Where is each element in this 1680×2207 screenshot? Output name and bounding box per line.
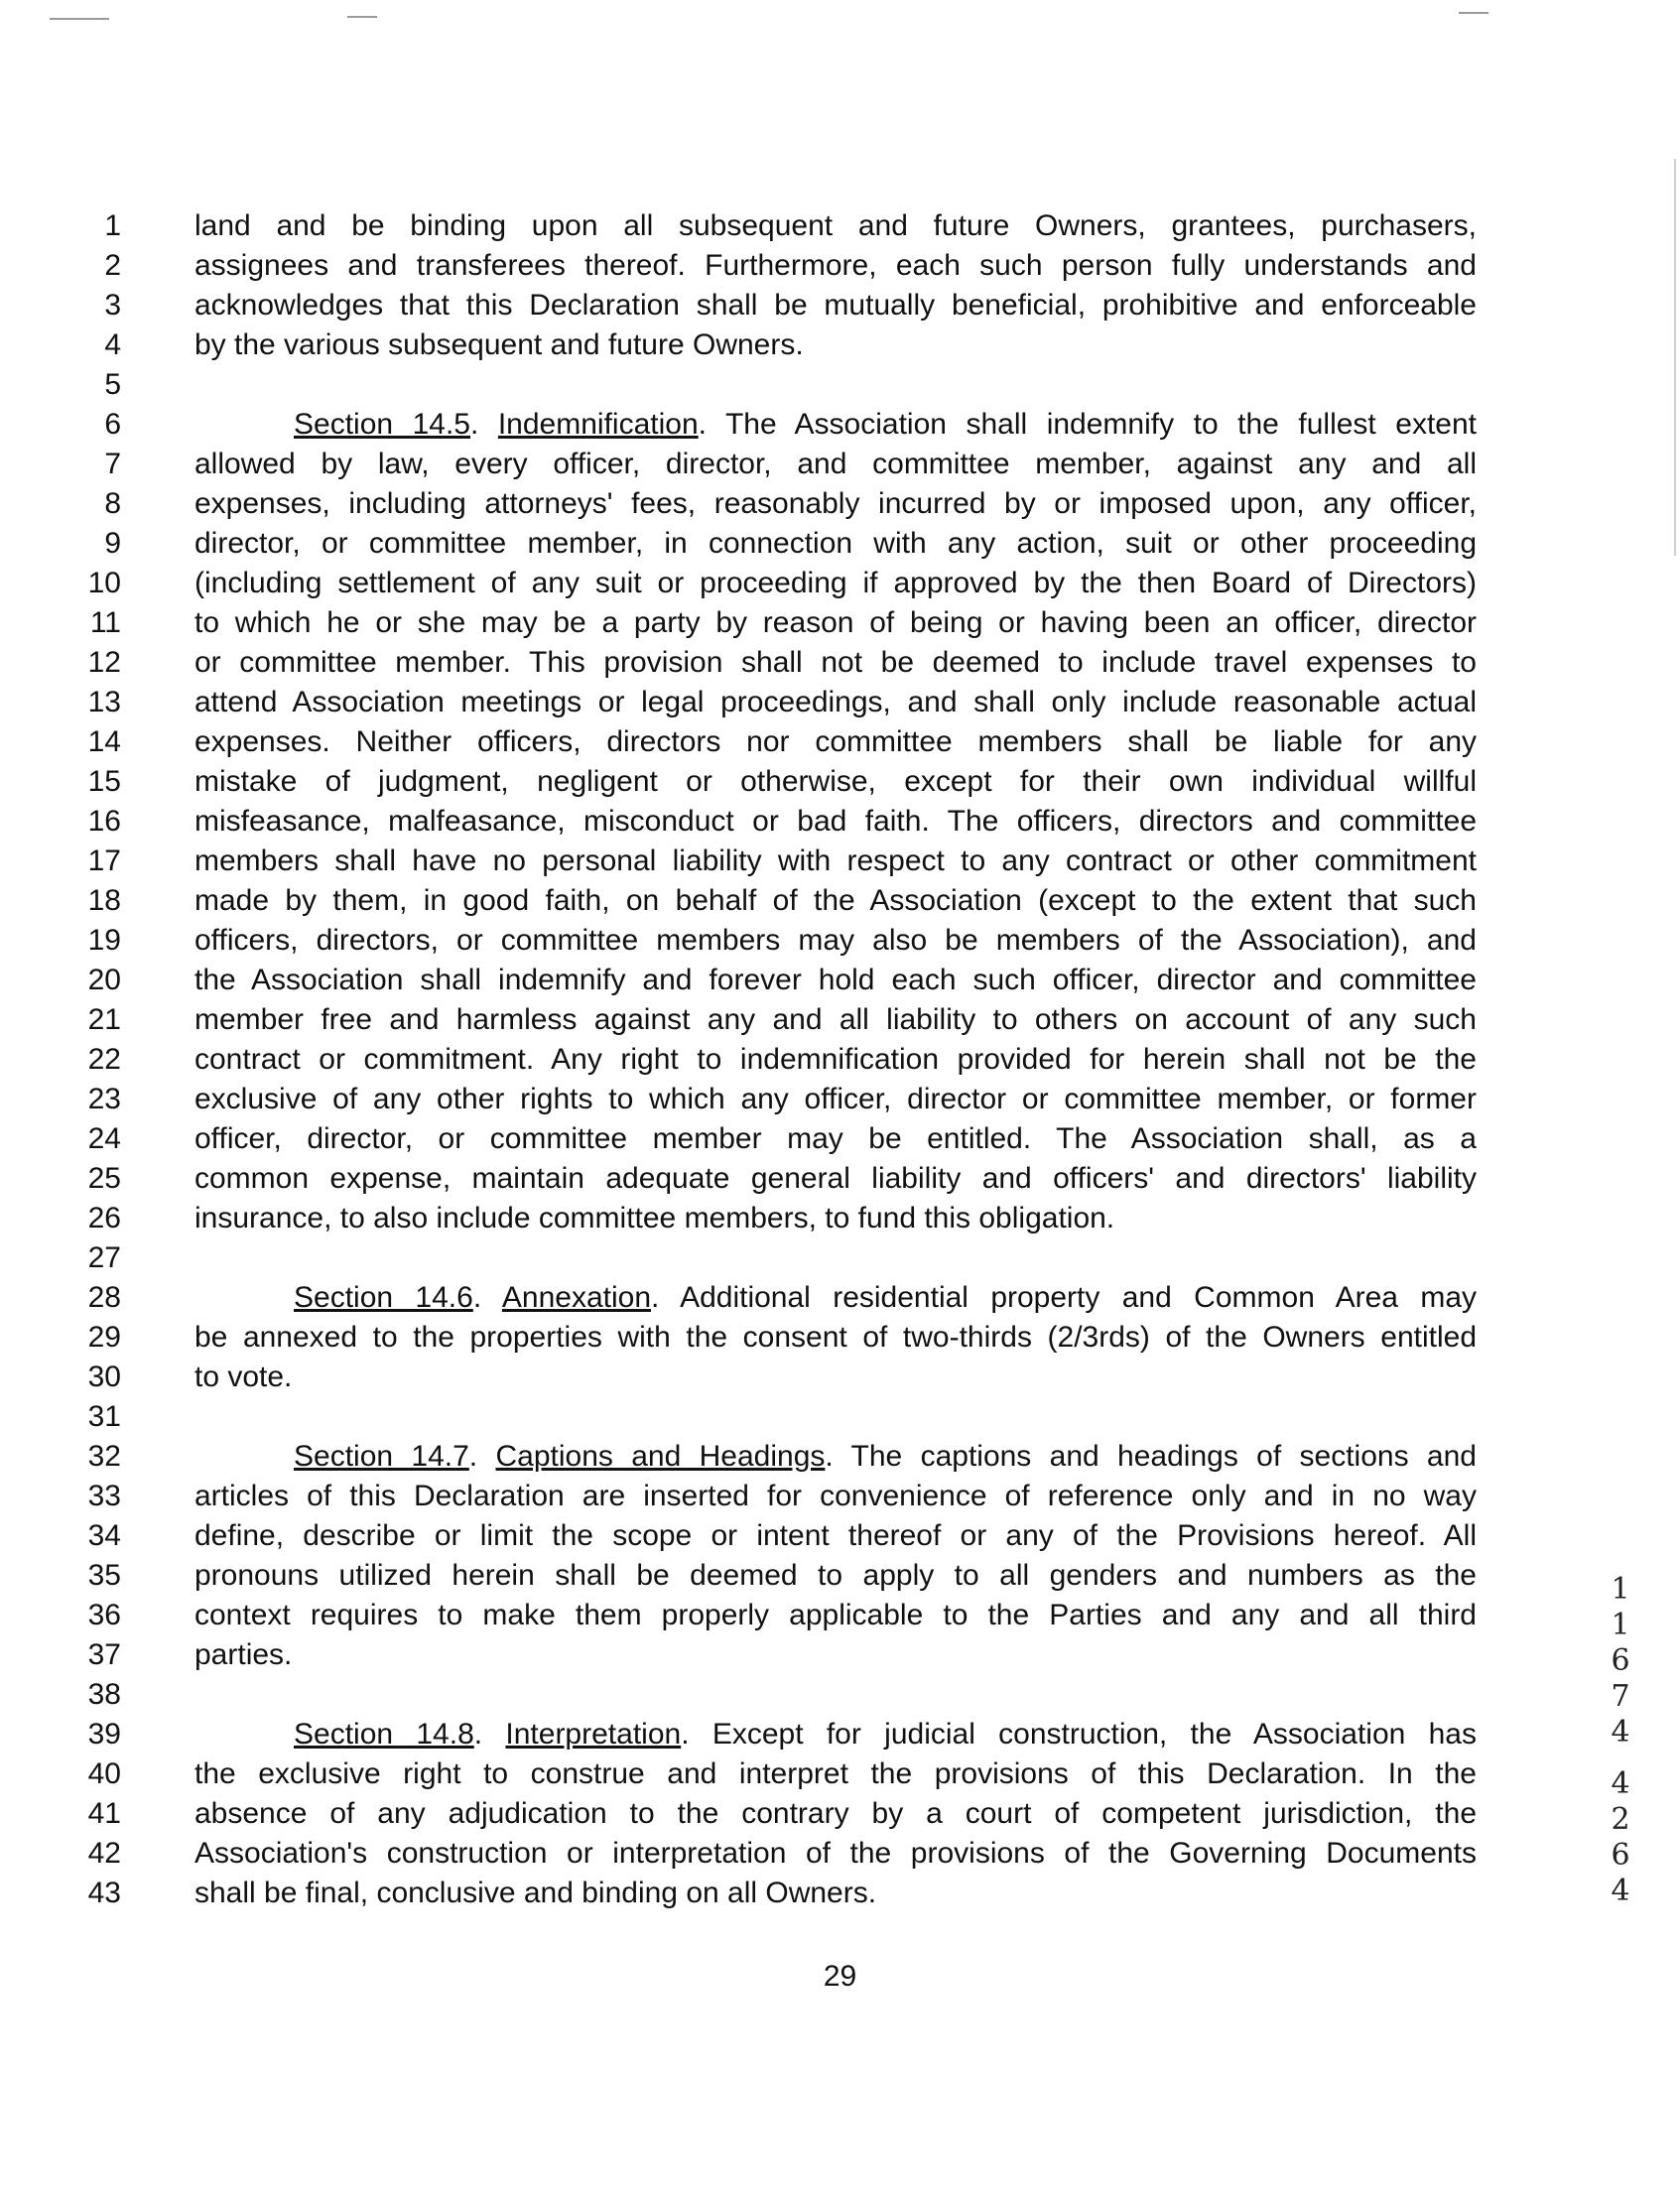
line-number: 23: [87, 1083, 121, 1115]
text-line: expenses. Neither officers, directors nor committee members shall be liable for any: [194, 725, 1477, 758]
text-line: acknowledges that this Declaration shall be mutually beneficial, prohibitive and enforceable: [194, 289, 1477, 322]
line-number: 3: [104, 289, 121, 322]
line-number: 19: [87, 924, 121, 957]
line-number: 28: [87, 1281, 121, 1314]
line-number: 29: [87, 1321, 121, 1354]
scan-artifact: [347, 16, 377, 18]
line-number: 15: [87, 765, 121, 798]
line-number: 22: [87, 1043, 121, 1076]
section-text: Except for judicial construction, the Association has: [689, 1718, 1477, 1751]
text-line: misfeasance, malfeasance, misconduct or bad faith. The officers, directors and committee: [194, 805, 1477, 838]
line-number: 21: [87, 1003, 121, 1036]
text-line: made by them, in good faith, on behalf of the Association (except to the extent that such: [194, 884, 1477, 917]
recording-stamp-top: 1 1 6 7 4: [1611, 1572, 1630, 1750]
line-number: 5: [104, 368, 121, 401]
section-heading-14-8: Section 14.8. Interpretation. Except for judicial construction, the Association has: [294, 1718, 1477, 1751]
scan-edge: [1674, 159, 1676, 556]
line-number: 41: [87, 1797, 121, 1830]
section-label: Section 14.7: [294, 1440, 469, 1473]
text-line: parties.: [194, 1638, 293, 1671]
line-number: 13: [87, 686, 121, 718]
line-number: 8: [104, 487, 121, 520]
line-number: 11: [89, 606, 121, 639]
line-number: 14: [87, 725, 121, 758]
line-number: 26: [87, 1202, 121, 1234]
text-line: mistake of judgment, negligent or otherwise, except for their own individual willful: [194, 765, 1477, 798]
section-heading-14-5: Section 14.5. Indemnification. The Association shall indemnify to the fullest extent: [294, 408, 1477, 441]
line-number: 25: [87, 1162, 121, 1195]
text-line: members shall have no personal liability with respect to any contract or other commitment: [194, 844, 1477, 877]
line-number: 10: [87, 567, 121, 599]
line-number: 9: [104, 527, 121, 560]
line-number: 37: [87, 1638, 121, 1671]
text-line: common expense, maintain adequate general liability and officers' and directors' liability: [194, 1162, 1477, 1195]
section-label: Section 14.5: [294, 408, 470, 441]
line-number: 35: [87, 1559, 121, 1592]
text-line: be annexed to the properties with the consent of two-thirds (2/3rds) of the Owners entitled: [194, 1321, 1477, 1354]
line-number: 16: [87, 805, 121, 838]
section-text: Additional residential property and Common Area may: [659, 1281, 1478, 1314]
section-title: Annexation: [501, 1281, 652, 1314]
line-number: 17: [87, 844, 121, 877]
line-number: 30: [87, 1361, 121, 1393]
section-heading-14-6: Section 14.6. Annexation. Additional residential property and Common Area may: [294, 1281, 1478, 1314]
line-number: 1: [104, 209, 121, 242]
text-line: to which he or she may be a party by reason of being or having been an officer, director: [194, 606, 1477, 639]
text-line: director, or committee member, in connection with any action, suit or other proceeding: [194, 527, 1477, 560]
line-number: 6: [104, 408, 121, 441]
section-label: Section 14.8: [294, 1718, 474, 1751]
line-number: 40: [87, 1757, 121, 1790]
line-number: 2: [104, 249, 121, 282]
section-title: Indemnification: [497, 408, 699, 441]
text-line: articles of this Declaration are inserted for convenience of reference only and in no way: [194, 1480, 1477, 1512]
line-number: 12: [87, 646, 121, 679]
text-line: member free and harmless against any and all liability to others on account of any such: [194, 1003, 1477, 1036]
text-line: define, describe or limit the scope or intent thereof or any of the Provisions hereof. All: [194, 1519, 1477, 1552]
section-text: The captions and headings of sections and: [833, 1440, 1477, 1473]
line-number: 7: [104, 448, 121, 480]
section-text: The Association shall indemnify to the fullest extent: [706, 408, 1477, 441]
line-number: 43: [87, 1877, 121, 1909]
text-line: officer, director, or committee member may be entitled. The Association shall, as a: [194, 1122, 1477, 1155]
text-line: the Association shall indemnify and forever hold each such officer, director and committee: [194, 964, 1477, 996]
text-line: assignees and transferees thereof. Furthermore, each such person fully understands and: [194, 249, 1477, 282]
line-number: 36: [87, 1599, 121, 1631]
text-line: contract or commitment. Any right to indemnification provided for herein shall not be the: [194, 1043, 1477, 1076]
line-number: 27: [87, 1241, 121, 1274]
line-number: 24: [87, 1122, 121, 1155]
text-line: attend Association meetings or legal proceedings, and shall only include reasonable actual: [194, 686, 1477, 718]
text-line: absence of any adjudication to the contrary by a court of competent jurisdiction, the: [194, 1797, 1477, 1830]
text-line: expenses, including attorneys' fees, reasonably incurred by or imposed upon, any officer,: [194, 487, 1477, 520]
text-line: to vote.: [194, 1361, 293, 1393]
text-line: or committee member. This provision shall not be deemed to include travel expenses to: [194, 646, 1477, 679]
text-line: officers, directors, or committee members may also be members of the Association), and: [194, 924, 1477, 957]
text-line: Association's construction or interpretation of the provisions of the Governing Documents: [194, 1837, 1477, 1870]
line-number: 33: [87, 1480, 121, 1512]
text-line: context requires to make them properly applicable to the Parties and any and all third: [194, 1599, 1477, 1631]
line-number: 39: [87, 1718, 121, 1751]
text-line: allowed by law, every officer, director, and committee member, against any and all: [194, 448, 1477, 480]
line-number: 32: [87, 1440, 121, 1473]
line-number: 4: [104, 328, 121, 361]
section-title: Captions and Headings: [495, 1440, 826, 1473]
line-number: 31: [87, 1400, 121, 1433]
page-number: 29: [823, 1960, 857, 1993]
text-line: exclusive of any other rights to which any officer, director or committee member, or former: [194, 1083, 1477, 1115]
text-line: (including settlement of any suit or proceeding if approved by the then Board of Directors): [194, 567, 1477, 599]
line-number: 20: [87, 964, 121, 996]
scan-artifact: [1459, 12, 1488, 14]
text-line: the exclusive right to construe and interpret the provisions of this Declaration. In the: [194, 1757, 1477, 1790]
line-number: 34: [87, 1519, 121, 1552]
line-number: 38: [87, 1678, 121, 1711]
scan-artifact: [50, 18, 109, 20]
section-heading-14-7: Section 14.7. Captions and Headings. The captions and headings of sections and: [294, 1440, 1477, 1473]
text-line: land and be binding upon all subsequent and future Owners, grantees, purchasers,: [194, 209, 1477, 242]
section-title: Interpretation: [505, 1718, 682, 1751]
line-number: 42: [87, 1837, 121, 1870]
recording-stamp-bottom: 4 2 6 4: [1611, 1766, 1630, 1908]
text-line: pronouns utilized herein shall be deemed to apply to all genders and numbers as the: [194, 1559, 1477, 1592]
section-label: Section 14.6: [294, 1281, 473, 1314]
text-line: by the various subsequent and future Owners.: [194, 328, 804, 361]
text-line: insurance, to also include committee members, to fund this obligation.: [194, 1202, 1115, 1234]
text-line: shall be final, conclusive and binding on all Owners.: [194, 1877, 877, 1909]
line-number: 18: [87, 884, 121, 917]
